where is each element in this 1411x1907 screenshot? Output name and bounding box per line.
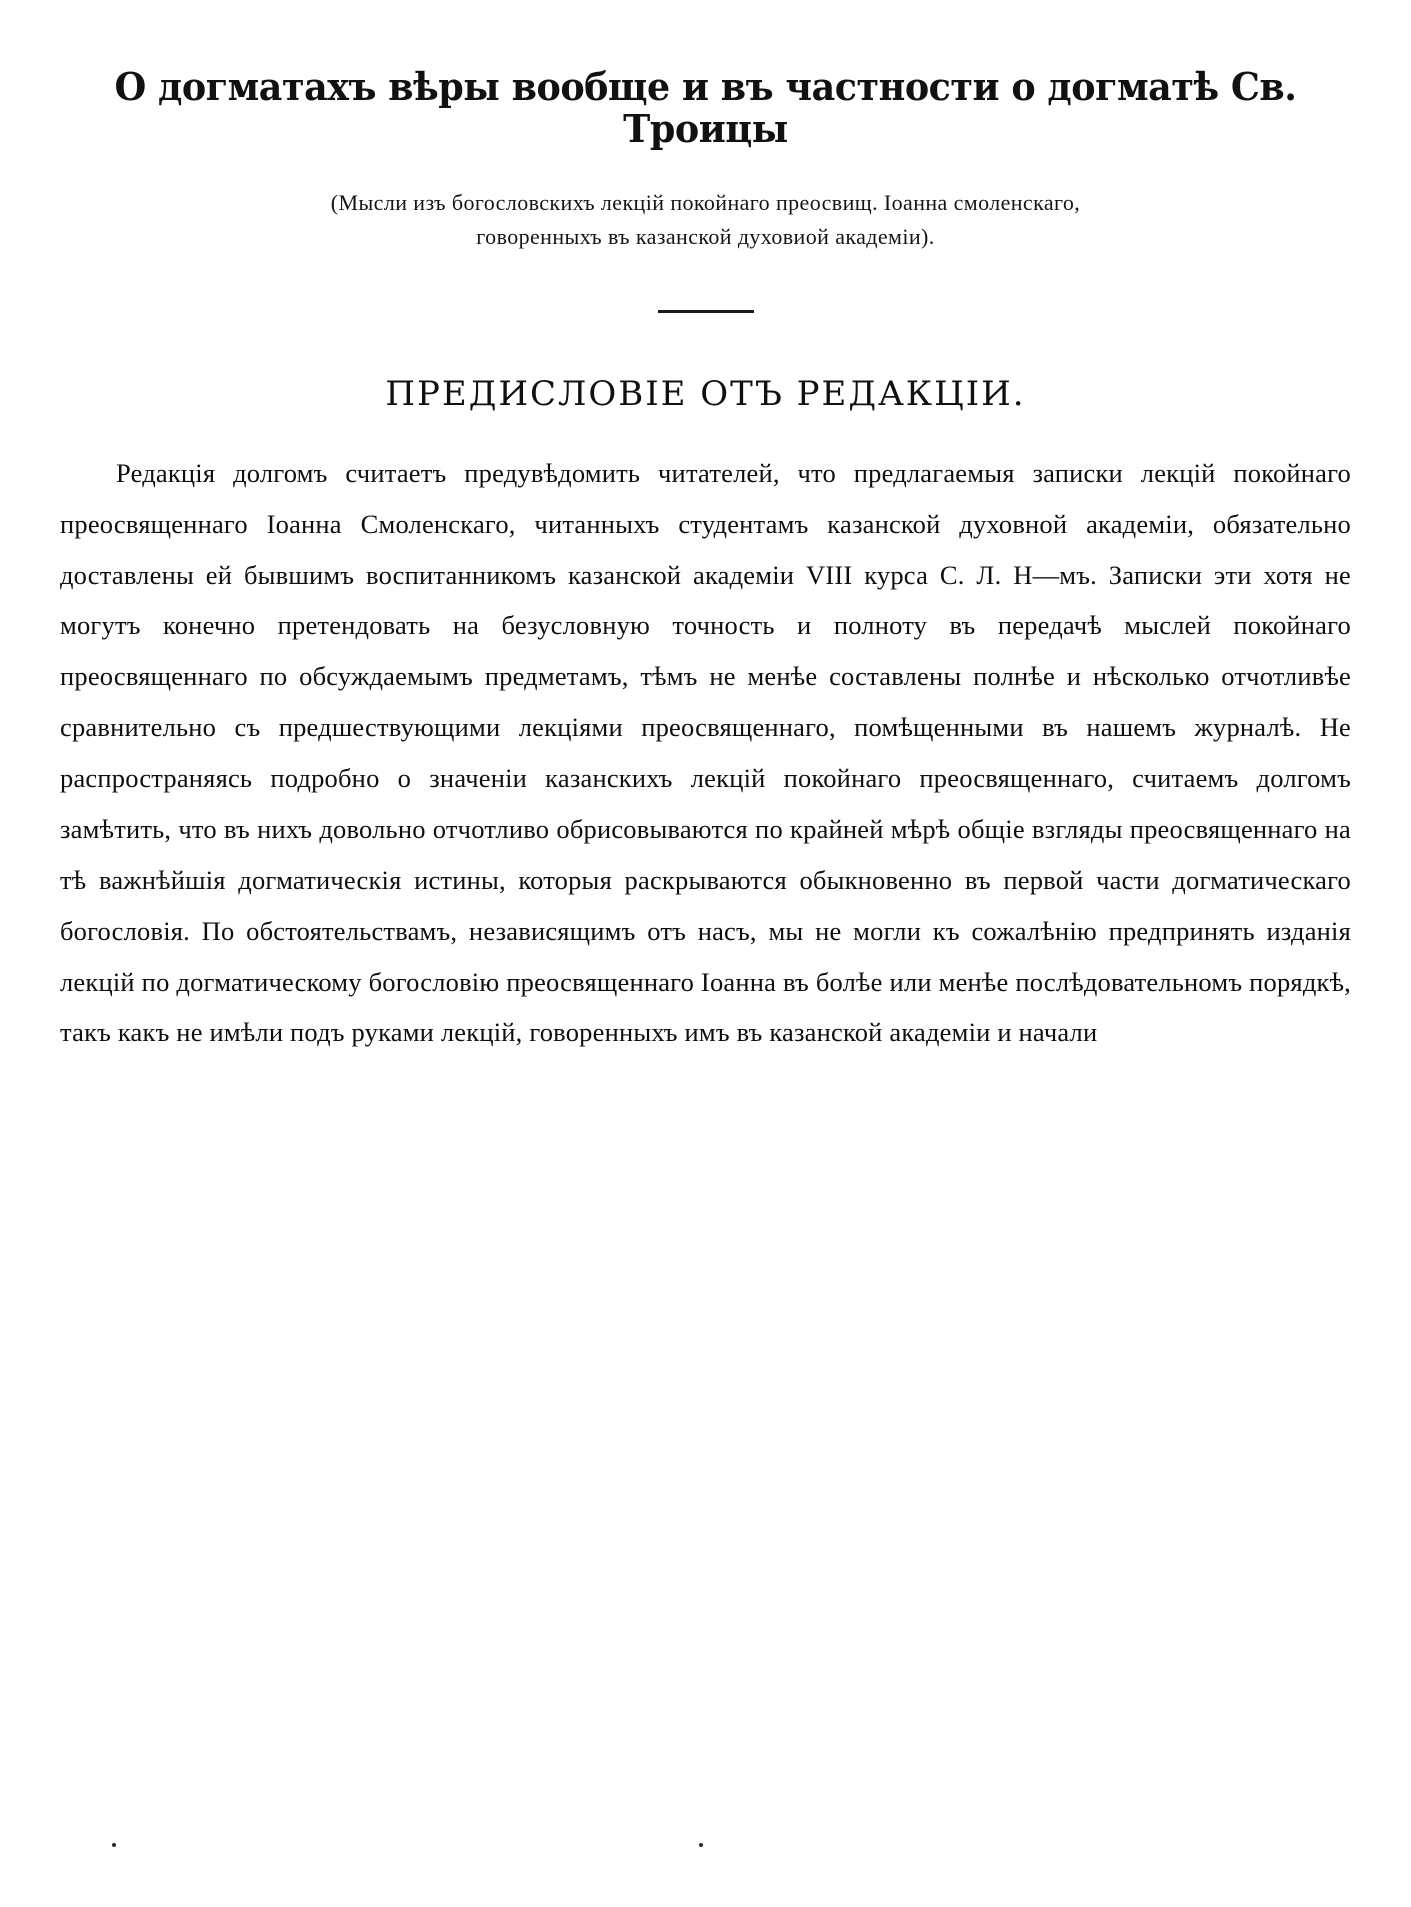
horizontal-rule-icon (658, 310, 754, 313)
document-subtitle (150, 186, 1260, 254)
subtitle-line-1: (Мысли изъ богословскихъ лекцій покойнаго преосвищ. Іоанна смоленскаго, (330, 189, 1081, 215)
section-heading: ПРЕДИСЛОВІЕ ОТЪ РЕДАКЦІИ. (385, 373, 1026, 414)
body-paragraph: Редакція долгомъ считаетъ предувѣдомить читателей, что предлагаемыя записки лекцій покойнаго преосвященнаго Іоанна Смоленскаго, читанныхъ студентамъ казанской духовной академіи, обязательно доставлены ей бывшимъ воспитанникомъ казанской академіи VIII курса С. Л. Н—мъ. Записки эти хотя не могутъ конечно претендовать на безусловную точность и полноту въ передачѣ мыслей покойнаго преосвященнаго по обсуждаемымъ предметамъ, тѣмъ не менѣе составлены полнѣе и нѣсколько отчотливѣе сравнительно съ предшествующими лекціями преосвященнаго, помѣщенными въ нашемъ журналѣ. Не распространяясь подробно о значеніи казанскихъ лекцій покойнаго преосвященнаго, считаемъ долгомъ замѣтить, что въ нихъ довольно отчотливо обрисовываются по крайней мѣрѣ общіе взгляды преосвященнаго на тѣ важнѣйшія догматическія истины, которыя раскрываются обыкновенно въ первой части догматическаго богословія. По обстоятельствамъ, независящимъ отъ насъ, мы не могли къ сожалѣнію предпринять изданія лекцій по догматическому богословію преосвященнаго Іоанна въ болѣе или менѣе послѣдовательномъ порядкѣ, такъ какъ не имѣли подъ руками лекцій, говоренныхъ имъ въ казанской академіи и начали (60, 457, 1351, 1048)
body-text (60, 448, 1351, 1059)
footer-dot-left-icon (112, 1843, 116, 1847)
subtitle-line-2: говоренныхъ въ казанской духовиой академіи). (476, 223, 935, 249)
footer-dot-center-icon (699, 1843, 703, 1847)
divider (60, 300, 1351, 318)
page-title: О догматахъ вѣры вообще и въ частности о догматѣ Св. Троицы (114, 64, 1297, 151)
page-footer-marks (0, 1843, 1411, 1853)
